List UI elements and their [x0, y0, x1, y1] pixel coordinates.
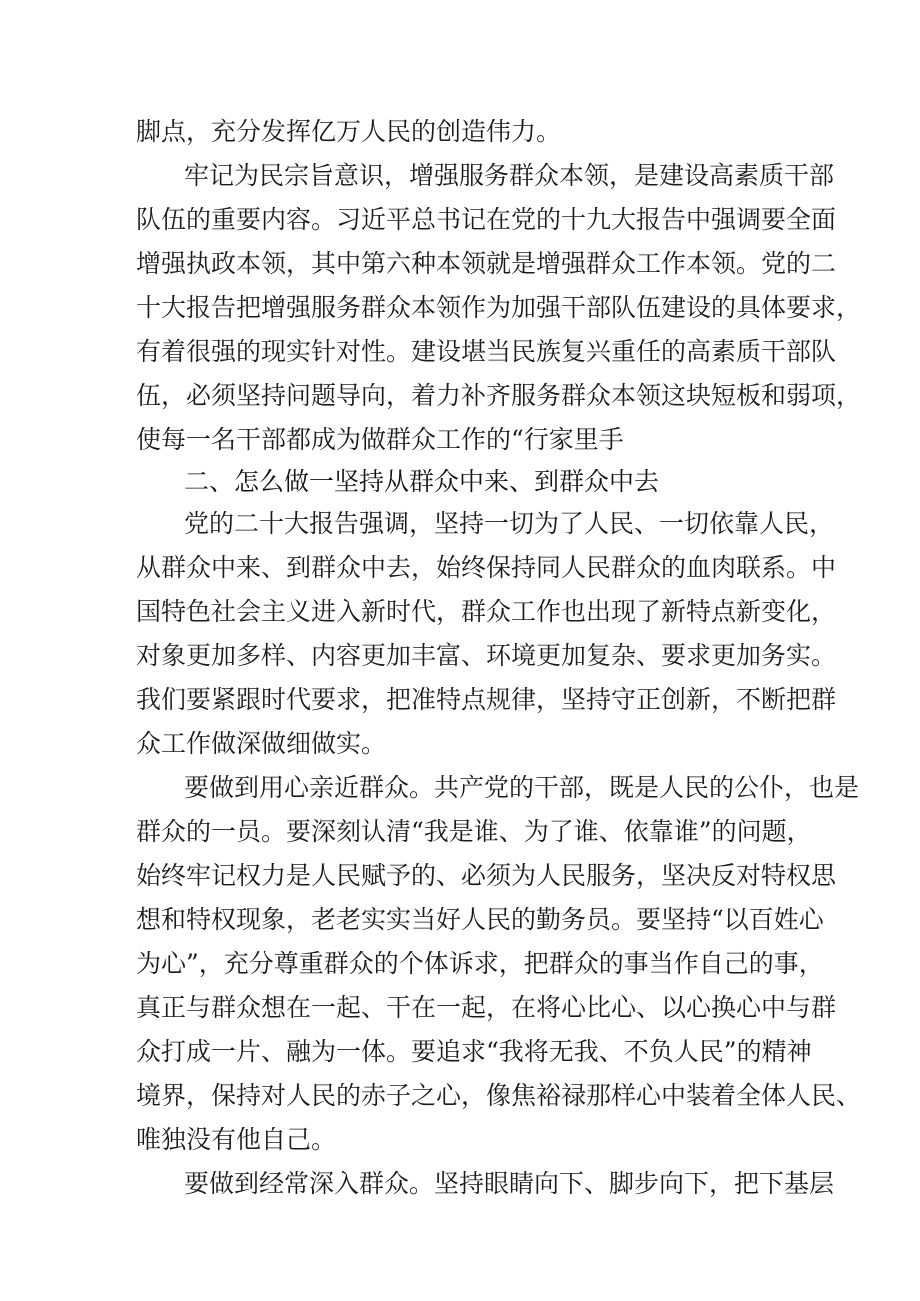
paragraph-line: 对象更加多样、内容更加丰富、环境更加复杂、要求更加务实。: [136, 641, 837, 670]
paragraph-line: 牢记为民宗旨意识，增强服务群众本领，是建设高素质干部: [184, 161, 835, 190]
paragraph-line: 唯独没有他自己。: [136, 1125, 337, 1154]
paragraph-line: 队伍的重要内容。习近平总书记在党的十九大报告中强调要全面: [136, 205, 837, 234]
paragraph-line: 国特色社会主义进入新时代，群众工作也出现了新特点新变化，: [136, 597, 837, 626]
section-heading: 二、怎么做一坚持从群众中来、到群众中去: [184, 467, 660, 496]
paragraph-line: 众打成一片、融为一体。要追求“我将无我、不负人民”的精神: [136, 1037, 812, 1066]
paragraph-line: 有着很强的现实针对性。建设堪当民族复兴重任的高素质干部队: [136, 337, 837, 366]
paragraph-line: 使每一名干部都成为做群众工作的“行家里手: [136, 425, 624, 454]
paragraph-line: 众工作做深做细做实。: [136, 729, 387, 758]
paragraph-line: 真正与群众想在一起、干在一起，在将心比心、以心换心中与群: [136, 993, 837, 1022]
paragraph-line: 群众的一员。要深刻认清“我是谁、为了谁、依靠谁”的问题，: [136, 817, 812, 846]
paragraph-line: 脚点，充分发挥亿万人民的创造伟力。: [136, 117, 562, 146]
paragraph-line: 党的二十大报告强调，坚持一切为了人民、一切依靠人民，: [184, 509, 835, 538]
paragraph-line: 要做到经常深入群众。坚持眼睛向下、脚步向下，把下基层: [184, 1169, 835, 1198]
paragraph-line: 想和特权现象，老老实实当好人民的勤务员。要坚持“以百姓心: [136, 905, 824, 934]
paragraph-line: 十大报告把增强服务群众本领作为加强干部队伍建设的具体要求，: [136, 293, 862, 322]
paragraph-line: 伍，必须坚持问题导向，着力补齐服务群众本领这块短板和弱项，: [136, 381, 862, 410]
paragraph-line: 境界，保持对人民的赤子之心，像焦裕禄那样心中装着全体人民、: [136, 1081, 862, 1110]
paragraph-line: 我们要紧跟时代要求，把准特点规律，坚持守正创新，不断把群: [136, 685, 837, 714]
paragraph-line: 为心”，充分尊重群众的个体诉求，把群众的事当作自己的事，: [136, 949, 824, 978]
paragraph-line: 始终牢记权力是人民赋予的、必须为人民服务，坚决反对特权思: [136, 861, 837, 890]
paragraph-line: 从群众中来、到群众中去，始终保持同人民群众的血肉联系。中: [136, 553, 837, 582]
paragraph-line: 要做到用心亲近群众。共产党的干部，既是人民的公仆，也是: [184, 773, 860, 802]
paragraph-line: 增强执政本领，其中第六种本领就是增强群众工作本领。党的二: [136, 249, 837, 278]
